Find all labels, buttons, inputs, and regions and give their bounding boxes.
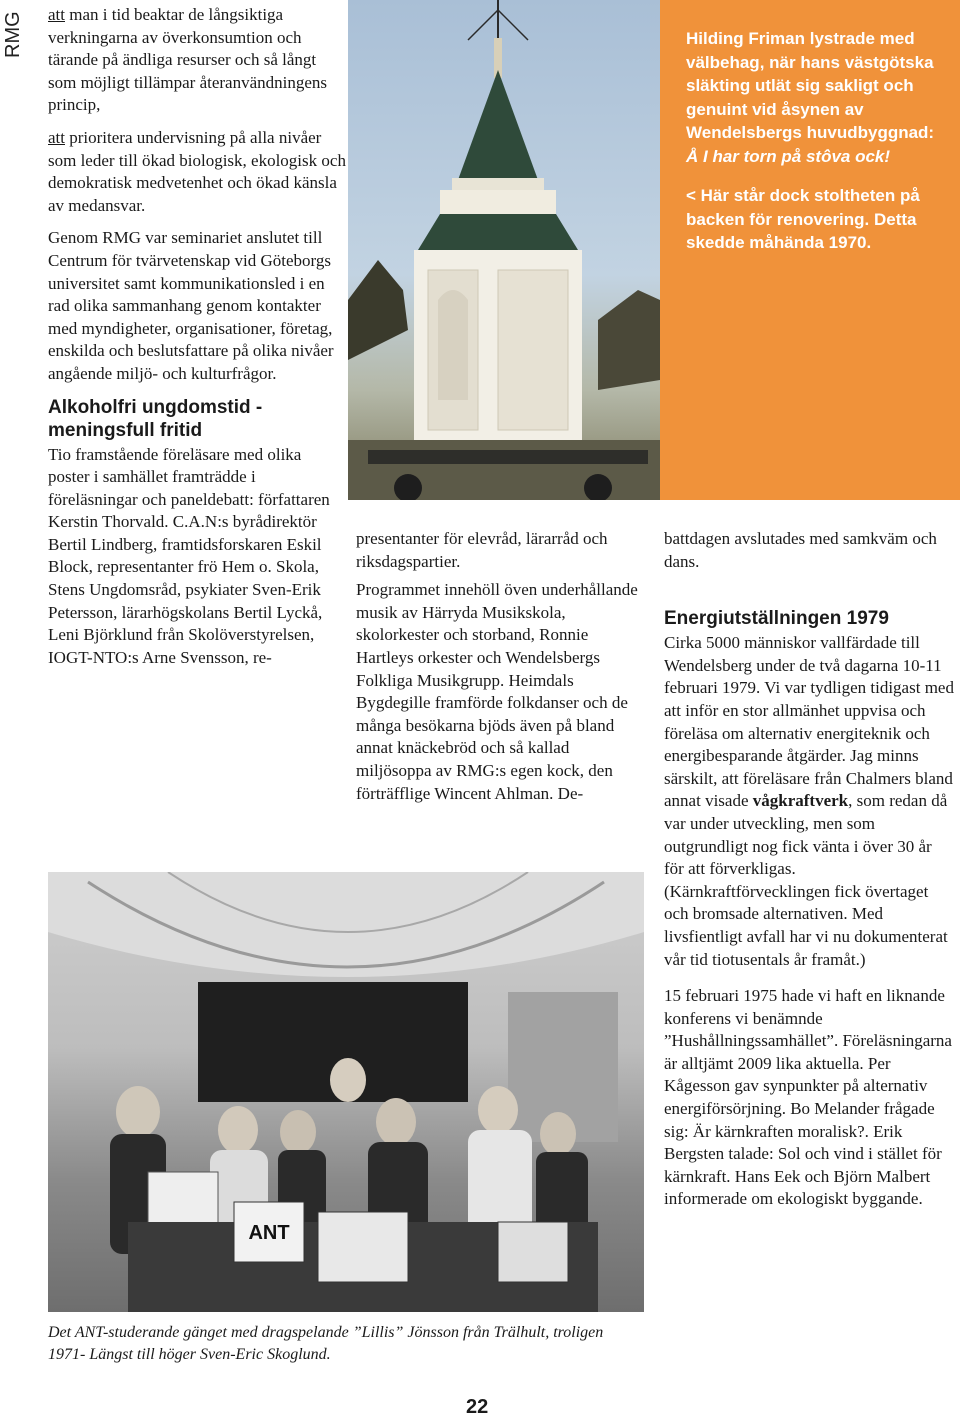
col2-paragraph-2: Programmet innehöll öven underhållande musik av Härryda Musikskola, skolorkester och storband, Ronnie Hartleys orkester och Wendelsbergs Folkliga Musikgrupp. Heimdals Bygdegille framförde folkdanser och de många besökarna bjöds även på bland annat knäckebröd och så kallad miljösoppa av RMG:s egen kock, den förträfflige Wincent Ahlman. De- bbox=[356, 580, 638, 803]
group-illustration bbox=[48, 872, 644, 1312]
bullet-1-lead: att bbox=[48, 5, 65, 24]
bullet-2-lead: att bbox=[48, 127, 65, 147]
alkoholfri-body: Tio framstående föreläsare med olika poster i samhället framträdde i föreläsningar och paneldebatt: författaren Kerstin Thorvald. C.A.N:s byrådirektör Bertil Lindberg, framtidsforskaren Eskil Block, representanter frö Hem o. Skola, Stens Ungdomsråd, psykiater Sven-Erik Petersson, lärarhögskolans Bertil Lyckå, Leni Björklund från Skolöverstyrelsen, IOGT-NTO:s Arne Svensson, re- bbox=[48, 444, 330, 667]
side-label: RMG bbox=[2, 11, 24, 58]
section-heading-alkoholfri: Alkoholfri ungdomstid - meningsfull fritid bbox=[48, 396, 263, 441]
bullet-1-text: man i tid beaktar de långsiktiga verkningarna av överkonsumtion och tärande på ändliga resurser och så långt som möjligt tillämpar återanvändningens princip, bbox=[48, 5, 328, 115]
rmg-paragraph: Genom RMG var seminariet anslutet till Centrum för tvärvetenskap vid Göteborgs universitet samt kommunikationsled i en rad olika sammanhang genom kontakter med myndigheter, organisationer, företag, enskilda och beslutsfattare på olika nivåer angående miljö- och kulturfrågor. bbox=[48, 228, 334, 383]
column-1 bbox=[48, 4, 346, 669]
column-2 bbox=[356, 528, 644, 805]
energi-body bbox=[664, 632, 954, 971]
ant-banner-text: ANT bbox=[248, 1222, 290, 1244]
energi-body-end: , som redan då var under utveckling, men som outgrundligt nog fick vänta i över 30 år för att förverkligas. (Kärnkraftförvecklingen fick övertaget och bromsade alternativen. Med livsfientligt avfall har vi nu dokumenterat vår tid tiotusentals år framåt.) bbox=[664, 791, 948, 969]
sidebar-quote: Å I har torn på stôva ock! bbox=[686, 146, 891, 166]
bullet-2-text: prioritera undervisning på alla nivåer som leder till ökad biologisk, ekologisk och demokratisk medvetenhet och ökad känsla av medansvar. bbox=[48, 127, 346, 215]
energi-body-start: Cirka 5000 människor vallfärdade till Wendelsberg under de två dagarna 10-11 februari 1979. Vi var tydligen tidigast med att inför en stor allmänhet uppvisa och föreläsa om alternativ energiteknik och energibesparande åtgärder. Jag minns särskilt, att föreläsare från Chalmers bland annat visade bbox=[664, 633, 954, 811]
bullet-2 bbox=[48, 127, 346, 217]
sidebar-renovation-note: < Här står dock stoltheten på backen för renovering. Detta skedde måhända 1970. bbox=[686, 186, 920, 252]
orange-sidebar bbox=[660, 0, 960, 500]
energi-body-bold: vågkraftverk bbox=[752, 791, 849, 811]
sidebar-lead: Hilding Friman lystrade med välbehag, när hans västgötska släkting utlät sig sakligt och genuint vid åsynen av Wendelsbergs huvudbyggnad: bbox=[686, 29, 935, 142]
page-number: 22 bbox=[466, 1396, 489, 1418]
col3-paragraph-3: 15 februari 1975 hade vi haft en liknande konferens vi benämnde ”Hushållningssamhället”. Föreläsningarna är alltjämt 2009 lika aktuella. Per Kågesson gav synpunkter på alternativ energiförsörjning. Bo Melander frågade sig: Är kärnkraften moralisk?. Erik Bergsten talade: Sol och vind i stället för kärnkraft. Hans Eek och Björn Malbert informerade om ekologiskt byggande. bbox=[664, 986, 952, 1209]
tower-photo bbox=[348, 0, 660, 500]
bullet-1 bbox=[48, 4, 346, 117]
column-3 bbox=[664, 528, 954, 1211]
sidebar-quote-paragraph bbox=[686, 27, 948, 168]
col2-paragraph-1: presentanter för elevråd, lärarråd och riksdagspartier. bbox=[356, 529, 608, 571]
section-heading-energi: Energiutställningen 1979 bbox=[664, 608, 889, 630]
tower-illustration bbox=[348, 0, 660, 500]
photo-caption: Det ANT-studerande gänget med dragspelande ”Lillis” Jönsson från Trälhult, troligen 1971- Längst till höger Sven-Eric Skoglund. bbox=[48, 1324, 604, 1363]
col3-paragraph-1: battdagen avslutades med samkväm och dans. bbox=[664, 529, 937, 571]
group-photo bbox=[48, 872, 644, 1312]
